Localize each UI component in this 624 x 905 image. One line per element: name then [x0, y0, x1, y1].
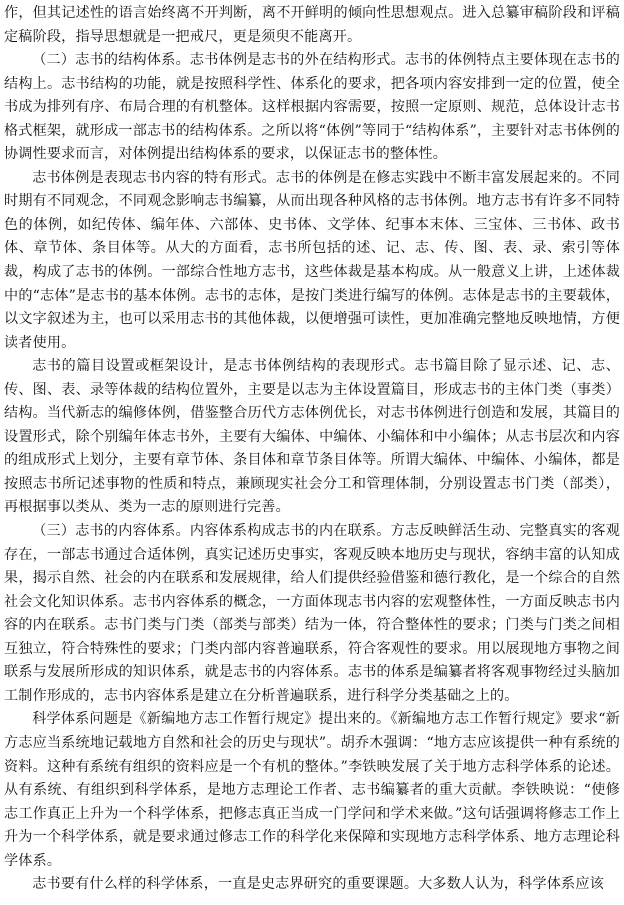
- paragraph-continuation: 作，但其记述性的语言始终离不开判断，离不开鲜明的倾向性思想观点。进入总纂审稿阶段和评稿定稿阶段，指导思想就是一把戒尺，更是须臾不能离开。: [4, 5, 620, 45]
- paragraph-research-topic: 志书要有什么样的科学体系，一直是史志界研究的重要课题。大多数人认为，科学体系应该: [32, 876, 604, 893]
- paragraph-scientific-system: 科学体系问题是《新编地方志工作暂行规定》提出来的。《新编地方志工作暂行规定》要求“新方志应当系统地记载地方自然和社会的历史与现状”。胡乔木强调：“地方志应该提供一种有系统的资料。这种有系统有组织的资料应是一个有机的整体。”李铁映发展了关于地方志科学体系的论述。从有系统、有组织到科学体系，是地方志理论工作者、志书编纂者的重大贡献。李铁映说：“使修志工作真正上升为一个科学体系，把修志真正当成一门学问和学术来做。”这句话强调将修志工作上升为一个科学体系，就是要求通过修志工作的科学化来保障和实现地方志科学体系、地方志理论科学体系。: [4, 711, 620, 869]
- document-page: [4, 2, 620, 897]
- paragraph-content-system: （三）志书的内容体系。内容体系构成志书的内在联系。方志反映鲜活生动、完整真实的客观存在，一部志书通过合适体例，真实记述历史事实，客观反映本地历史与现状，容纳丰富的认知成果，揭示自然、社会的内在联系和发展规律，给人们提供经验借鉴和德行教化，是一个综合的自然社会文化知识体系。志书内容体系的概念，一方面体现志书内容的宏观整体性，一方面反映志书内容的内在联系。志书门类与门类（部类与部类）结为一体，符合整体性的要求；门类与门类之间相互独立，符合特殊性的要求；门类内部内容普遍联系，符合客观性的要求。用以展现地方事物之间联系与发展所形成的知识体系，就是志书的内容体系。志书的体系是编纂者将客观事物经过头脑加工制作形成的，志书内容体系是建立在分析普遍联系，进行科学分类基础之上的。: [4, 523, 620, 704]
- paragraph-outline-design: 志书的篇目设置或框架设计，是志书体例结构的表现形式。志书篇目除了显示述、记、志、传、图、表、录等体裁的结构位置外，主要是以志为主体设置篇目，形成志书的主体门类（事类）结构。当代新志的编修体例，借鉴整合历代方志体例优长，对志书体例进行创造和发展，其篇目的设置形式，除个别编年体志书外，主要有大编体、中编体、小编体和中小编体；从志书层次和内容的组成形式上划分，主要有章节体、条目体和章节条目体等。所谓大编体、中编体、小编体，都是按照志书所记述事物的性质和特点，兼顾现实社会分工和管理体制，分别设置志书门类（部类），再根据事以类从、类为一志的原则进行完善。: [4, 358, 620, 516]
- paragraph-structure-system: （二）志书的结构体系。志书体例是志书的外在结构形式。志书的体例特点主要体现在志书的结构上。志书结构的功能，就是按照科学性、体系化的要求，把各项内容安排到一定的位置，使全书成为排列有序、布局合理的有机整体。这样根据内容需要，按照一定原则、规范，总体设计志书格式框架，就形成一部志书的结构体系。之所以将“体例”等同于“结构体系”，主要针对志书体例的协调性要求而言，对体例提出结构体系的要求，以保证志书的整体性。: [4, 52, 620, 163]
- paragraph-style-forms: 志书体例是表现志书内容的特有形式。志书的体例是在修志实践中不断丰富发展起来的。不同时期有不同观念，不同观念影响志书编纂，从而出现各种风格的志书体例。地方志书有许多不同特色的体例，如纪传体、编年体、六部体、史书体、文学体、纪事本末体、三宝体、三书体、政书体、章节体、条目体等。从大的方面看，志书所包括的述、记、志、传、图、表、录、索引等体裁，构成了志书的体例。一部综合性地方志书，这些体裁是基本构成。从一般意义上讲，上述体裁中的“志体”是志书的基本体例。志书的志体，是按门类进行编写的体例。志体是志书的主要载体，以文字叙述为主，也可以采用志书的其他体裁，以便增强可读性，更加准确完整地反映地情，方便读者使用。: [4, 169, 620, 351]
